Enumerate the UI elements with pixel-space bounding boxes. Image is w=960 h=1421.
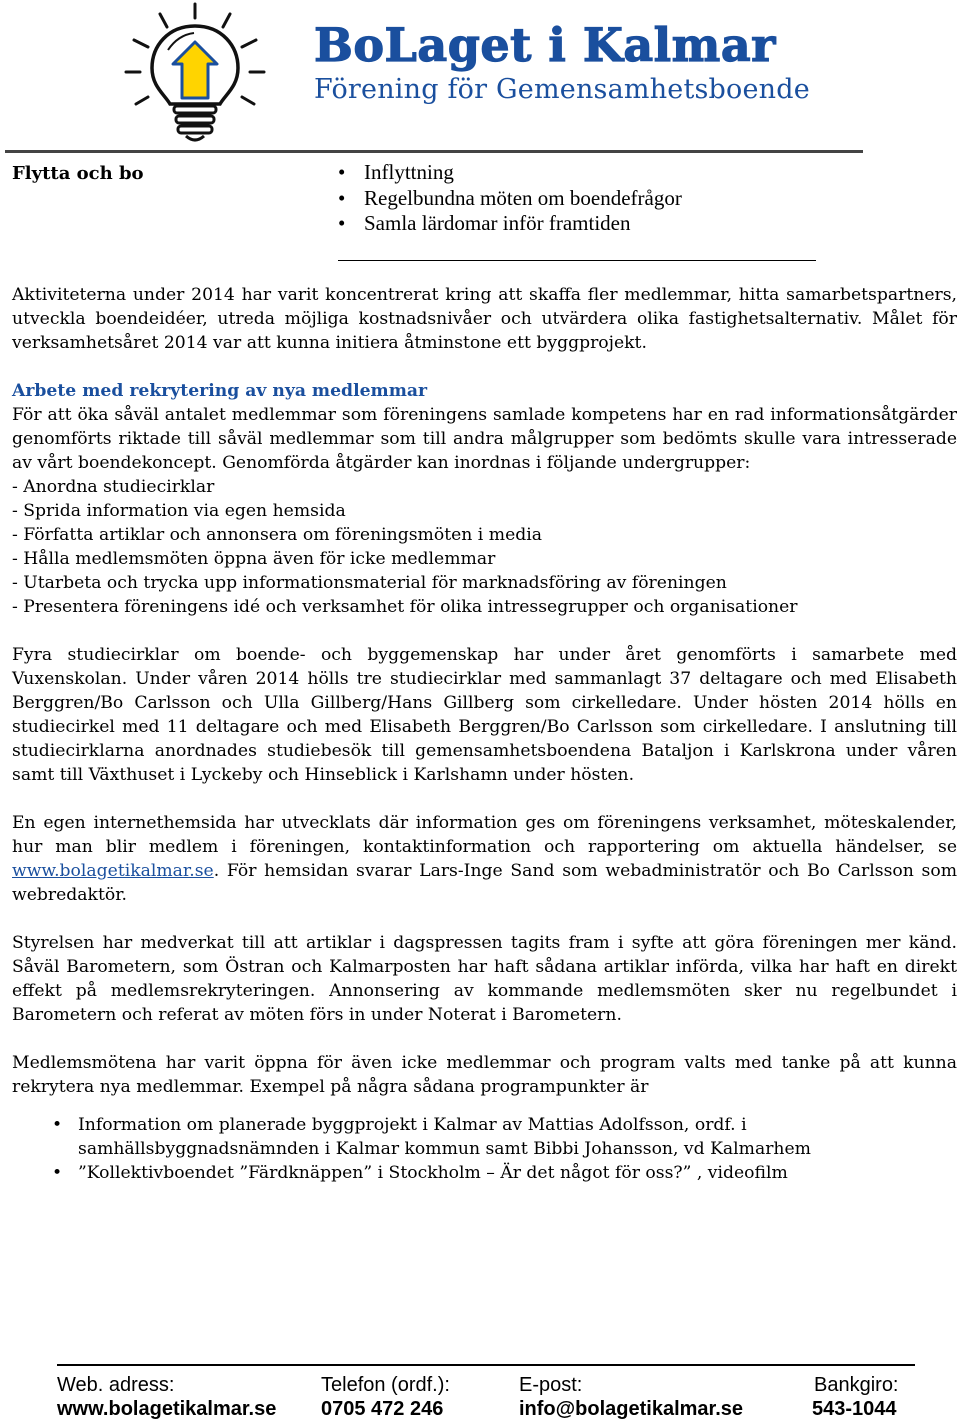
topic-item: • Inflyttning (338, 160, 682, 186)
website-paragraph (12, 811, 957, 907)
footer-phone-value: 0705 472 246 (321, 1398, 444, 1420)
footer-bankgiro-value: 543-1044 (812, 1398, 897, 1420)
footer-web-value[interactable]: www.bolagetikalmar.se (57, 1398, 277, 1420)
topic-divider (338, 260, 816, 261)
recruitment-item: - Hålla medlemsmöten öppna även för icke medlemmar (12, 549, 496, 569)
brand-subtitle: Förening för Gemensamhetsboende (314, 74, 810, 105)
topic-item: • Samla lärdomar inför framtiden (338, 211, 682, 237)
brand-title: BoLaget i Kalmar (314, 18, 776, 72)
topic-list (338, 160, 682, 237)
meetings-paragraph: Medlemsmötena har varit öppna för även icke medlemmar och program valts med tanke på att kunna rekrytera nya medlemmar. Exempel på några sådana programpunkter är (12, 1053, 957, 1097)
footer-bankgiro-label: Bankgiro: (814, 1374, 899, 1396)
recruitment-item: - Sprida information via egen hemsida (12, 501, 346, 521)
topic-item: • Regelbundna möten om boendefrågor (338, 186, 682, 212)
footer-phone-label: Telefon (ordf.): (321, 1374, 450, 1396)
recruitment-paragraph: För att öka såväl antalet medlemmar som föreningens samlade kompetens har en rad informationsåtgärder genomförts riktade till såväl medlemmar som till andra målgrupper som bedömts skulle vara intresserade av vårt boendekoncept. Genomförda åtgärder kan inordnas i följande undergrupper: (12, 405, 957, 473)
recruitment-item: - Utarbeta och trycka upp informationsmaterial för marknadsföring av föreningen (12, 573, 727, 593)
lightbulb-house-icon (120, 0, 270, 148)
website-text-before: En egen internethemsida har utvecklats där information ges om föreningens verksamhet, möteskalender, hur man blir medlem i föreningen, kontaktinformation och rapportering om aktuella händelser, se (12, 813, 957, 857)
footer-divider (57, 1364, 915, 1366)
studycircles-paragraph: Fyra studiecirklar om boende- och byggemenskap har under året genomförts i samarbete med Vuxenskolan. Under våren 2014 hölls tre studiecirklar med sammanlagt 37 deltagare och med Elisabeth Berggren/Bo Carlsson och Ulla Gillberg/Hans Gillberg som cirkelledare. Under hösten 2014 hölls en studiecirkel med 11 deltagare och med Elisabeth Berggren/Bo Carlsson som cirkelledare. I anslutning till studiecirklarna anordnades studiebesök till gemensamhetsboendena Bataljon i Karlskrona under våren samt till Växthuset i Lyckeby och Hinseblick i Karlshamn under hösten. (12, 645, 957, 785)
footer-web-label: Web. adress: (57, 1374, 175, 1396)
header-divider (5, 150, 863, 153)
program-item: • Information om planerade byggprojekt i Kalmar av Mattias Adolfsson, ordf. i samhällsbyggnadsnämnden i Kalmar kommun samt Bibbi Johansson, vd Kalmarhem (12, 1113, 957, 1161)
recruitment-item: - Anordna studiecirklar (12, 477, 215, 497)
section-title: Flytta och bo (12, 163, 144, 184)
document-body (12, 283, 957, 1185)
recruitment-item: - Presentera föreningens idé och verksamhet för olika intressegrupper och organisationer (12, 597, 798, 617)
website-link[interactable]: www.bolagetikalmar.se (12, 861, 214, 881)
footer-email-label: E-post: (519, 1374, 583, 1396)
intro-paragraph: Aktiviteterna under 2014 har varit koncentrerat kring att skaffa fler medlemmar, hitta samarbetspartners, utveckla boendeidéer, utreda möjliga kostnadsnivåer och utvärdera olika fastighetsalternativ. Målet för verksamhetsåret 2014 var att kunna initiera åtminstone ett byggprojekt. (12, 285, 957, 353)
program-list (12, 1113, 957, 1185)
press-paragraph: Styrelsen har medverkat till att artiklar i dagspressen tagits fram i syfte att göra föreningen mer känd. Såväl Barometern, som Östran och Kalmarposten har haft sådana artiklar införda, vilka har haft en direkt effekt på medlemsrekryteringen. Annonsering av kommande medlemsmöten sker nu regelbundet i Barometern och referat av möten förs in under Noterat i Barometern. (12, 933, 957, 1025)
recruitment-item: - Författa artiklar och annonsera om föreningsmöten i media (12, 525, 542, 545)
program-item: • ”Kollektivboendet ”Färdknäppen” i Stockholm – Är det något för oss?” , videofilm (12, 1161, 957, 1185)
footer-email-value[interactable]: info@bolagetikalmar.se (519, 1398, 744, 1420)
recruitment-heading: Arbete med rekrytering av nya medlemmar (12, 381, 428, 401)
website-text-after: . För hemsidan svarar Lars-Inge Sand som webadministratör och Bo Carlsson som webredaktör. (12, 861, 957, 905)
